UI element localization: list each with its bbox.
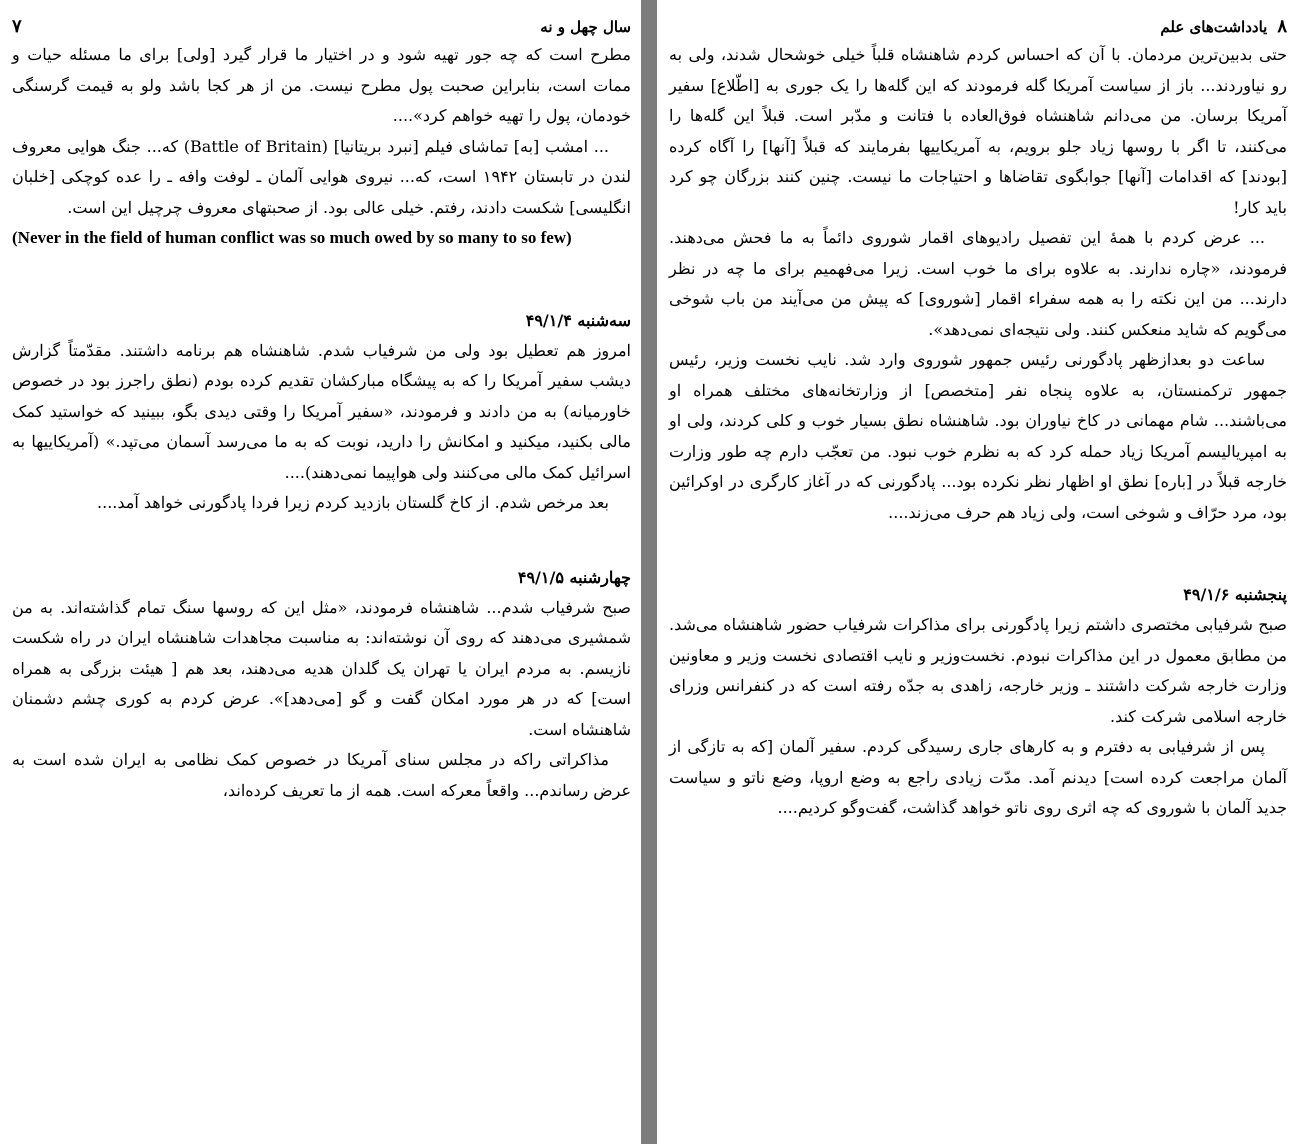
paragraph: مذاکراتی راکه در مجلس سنای آمریکا در خصوص کمک نظامی به ایران شده است به عرض رساندم... واقعاً معرکه است. همه از ما تعریف کرده‌اند،: [12, 750, 631, 800]
paragraph: مطرح است که چه جور تهیه شود و در اختیار ما قرار گیرد [ولی] برای ما مسئله حیات و ممات است، بنابراین صحبت پول مطرح نیست. من از هر کجا باشد ولو به قیمت گرسنگی خودمان، پول را تهیه خواهم کرد»....: [12, 45, 631, 125]
date-heading: سه‌شنبه ۴۹/۱/۴: [525, 310, 631, 330]
section-spacer: [669, 528, 1287, 580]
left-page: [0, 0, 641, 1144]
page-title-group: [1160, 14, 1287, 40]
paragraph: پس از شرفیابی به دفترم و به کارهای جاری رسیدگی کردم. سفیر آلمان [که به تازگی از آلمان مراجعت کرده است] دیدنم آمد. مدّت زیادی راجع به وضع اروپا، وضع ناتو و سیاست جدید آلمان با شوروی که چه اثری روی ناتو خواهد گذاشت، گفت‌وگو کردیم....: [669, 737, 1287, 817]
paragraph: صبح شرفیاب شدم... شاهنشاه فرمودند، «مثل این که روسها سنگ تمام گذاشته‌اند. به من شمشیری می‌دهند که روی آن نوشته‌اند: به مناسبت مجاهدات شاهنشاه ایران در راه شکست نازیسم. به مردم ایران یا تهران یک گلدان هدیه می‌دهند، بعد هم [ هیئت بزرگی به همراه است] که در هر مورد امکان گفت و گو [می‌دهد]». عرض کردم به کوری چشم دشمنان شاهنشاه است.: [12, 597, 631, 739]
page-header: [12, 14, 631, 40]
page-header: [669, 14, 1287, 40]
running-title: یادداشت‌های علم: [1160, 18, 1268, 36]
date-heading: پنجشنبه ۴۹/۱/۶: [1183, 585, 1287, 604]
paragraph: حتی بدبین‌ترین مردمان. با آن که احساس کردم شاهنشاه قلباً خیلی خوشحال شدند، ولی به رو نیاوردند... باز از سیاست آمریکا گله فرمودند که این گله‌ها را یک جوری به [اطّلاع] سفیر آمریکا برسان. من می‌دانم شاهنشاه فوق‌العاده با فتانت و مدّبر است. قبلاً این گله‌ها را می‌کنند، تا اگر با روسها زیاد جلو برویم، به آمریکاییها بفرمایند که قبلاً [آنها] را آگاه کرده [بودند] که اقدامات [آنها] جوابگوی تقاضاها و احتیاجات ما نیست. چنین کنند بزرگان چو کرد باید کار!: [669, 45, 1288, 217]
section-spacer: [12, 254, 631, 306]
english-quote: (Never in the field of human conflict was so much owed by so many to so few): [12, 228, 572, 247]
running-title: سال چهل و نه: [540, 18, 631, 36]
right-page: [657, 0, 1297, 1144]
date-heading: چهارشنبه ۴۹/۱/۵: [517, 567, 631, 587]
paragraph: بعد مرخص شدم. از کاخ گلستان بازدید کردم زیرا فردا پادگورنی خواهد آمد....: [97, 493, 609, 512]
paragraph: ... عرض کردم با همهٔ این تفصیل رادیوهای اقمار شوروی دائماً به ما فحش می‌دهند. فرمودند، «چاره ندارند. به علاوه برای ما خوب است. زیرا می‌فهمیم برای ما چه در نظر دارند... من این نکته را به همه سفراء اقمار [شوروی] که پیش من می‌آیند من باب شوخی می‌گویم که شاید منعکس کنند. ولی نتیجه‌ای نمی‌دهد».: [669, 228, 1287, 339]
paragraph: صبح شرفیابی مختصری داشتم زیرا پادگورنی برای مذاکرات شرفیاب حضور شاهنشاه می‌شد. من مطابق معمول در این مذاکرات نبودم. نخست‌وزیر و نایب اقتصادی نخست وزیر و معاونین وزارت خارجه شرکت داشتند ـ وزیر خارجه، زاهدی به جدّه رفته است که در کنفرانس وزرای خارجه اسلامی شرکت کند.: [669, 615, 1287, 726]
page-title-group: [540, 14, 631, 40]
section-spacer: [12, 519, 631, 563]
paragraph: امروز هم تعطیل بود ولی من شرفیاب شدم. شاهنشاه هم برنامه داشتند. مقدّمتاً گزارش دیشب سفیر آمریکا را که به پیشگاه مبارکشان تقدیم کرده بودم (نطق راجرز بود در خصوص خاورمیانه) به من دادند و فرمودند، «سفیر آمریکا را وقتی دیدی بگو، ببینید که خواستید کمک مالی بکنید، میکنید و امکانش را دارید، نوبت که به ما می‌رسد آسمان می‌تپد.» (آمریکاییها به اسرائیل کمک مالی می‌کنند ولی هواپیما نمی‌دهند)....: [12, 340, 631, 482]
paragraph: ساعت دو بعدازظهر پادگورنی رئیس جمهور شوروی وارد شد. نایب نخست وزیر، رئیس جمهور ترکمنستان، به علاوه پنجاه نفر [متخصص] از وزارتخانه‌های مختلف همراه او می‌باشند... شام مهمانی در کاخ نیاوران بود. شاهنشاه نطق بسیار خوب و کلی کردند، ولی او به امپریالیسم آمریکا زیاد حمله کرد که به نظرم خوب نبود. من تعجّب دارم چه طور وزارت خارجه قبلاً در [باره] نطق او اظهار نظر نکرده بود... پادگورنی که در آغاز کارگری در اوکرائین بود، مرد حرّاف و شوخی است، ولی زیاد هم حرف می‌زند....: [669, 350, 1287, 522]
page-number: ۸: [1277, 16, 1287, 37]
paragraph: ... امشب [به] تماشای فیلم [نبرد بریتانیا] (Battle of Britain) که... جنگ هوایی معروف لندن در تابستان ۱۹۴۲ است، که... نیروی هوایی آلمان ـ لوفت وافه ـ را عده کوچکی [خلبان انگلیسی] شکست دادند، رفتم. خیلی عالی بود. از صحبتهای معروف چرچیل این است.: [12, 136, 632, 217]
page-number: ۷: [12, 16, 22, 37]
